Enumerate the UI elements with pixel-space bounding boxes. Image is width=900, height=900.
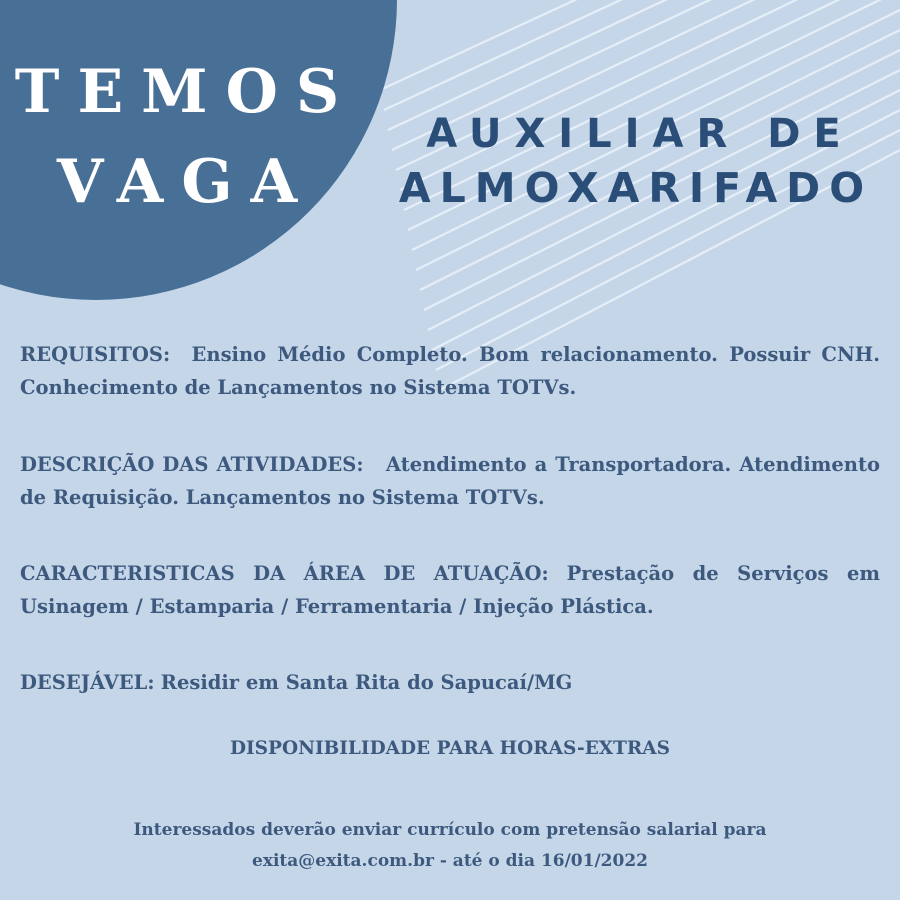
section-label: DESCRIÇÃO DAS ATIVIDADES:	[20, 453, 364, 476]
stripe-line	[384, 0, 900, 110]
section-text: Ensino Médio Completo. Bom relacionamento. Possuir CNH. Conhecimento de Lançamentos no Sistema TOTVs.	[20, 343, 880, 399]
job-title-line-2: ALMOXARIFADO	[398, 164, 874, 212]
section-desejavel	[20, 666, 880, 699]
section-text: Prestação de Serviços em Usinagem / Estamparia / Ferramentaria / Injeção Plástica.	[20, 562, 880, 618]
section-text: Residir em Santa Rita do Sapucaí/MG	[160, 671, 573, 694]
footer-line-1: Interessados deverão enviar currículo com pretensão salarial para	[133, 820, 767, 840]
section-descricao	[20, 448, 880, 514]
section-requisitos	[20, 338, 880, 404]
contact-footer	[0, 815, 900, 877]
section-caracteristicas	[20, 557, 880, 623]
footer-line-2: exita@exita.com.br - até o dia 16/01/2022	[252, 851, 648, 871]
header-line-vaga: VAGA	[56, 147, 316, 217]
header-line-temos: TEMOS	[14, 57, 358, 127]
job-title-line-1: AUXILIAR DE	[426, 111, 854, 157]
section-label: REQUISITOS:	[20, 343, 171, 366]
section-label: CARACTERISTICAS DA ÁREA DE ATUAÇÃO:	[20, 562, 549, 585]
availability-note: DISPONIBILIDADE PARA HORAS-EXTRAS	[229, 738, 671, 759]
section-text: Atendimento a Transportadora. Atendimento de Requisição. Lançamentos no Sistema TOTVs.	[20, 453, 880, 509]
section-label: DESEJÁVEL:	[20, 671, 155, 694]
